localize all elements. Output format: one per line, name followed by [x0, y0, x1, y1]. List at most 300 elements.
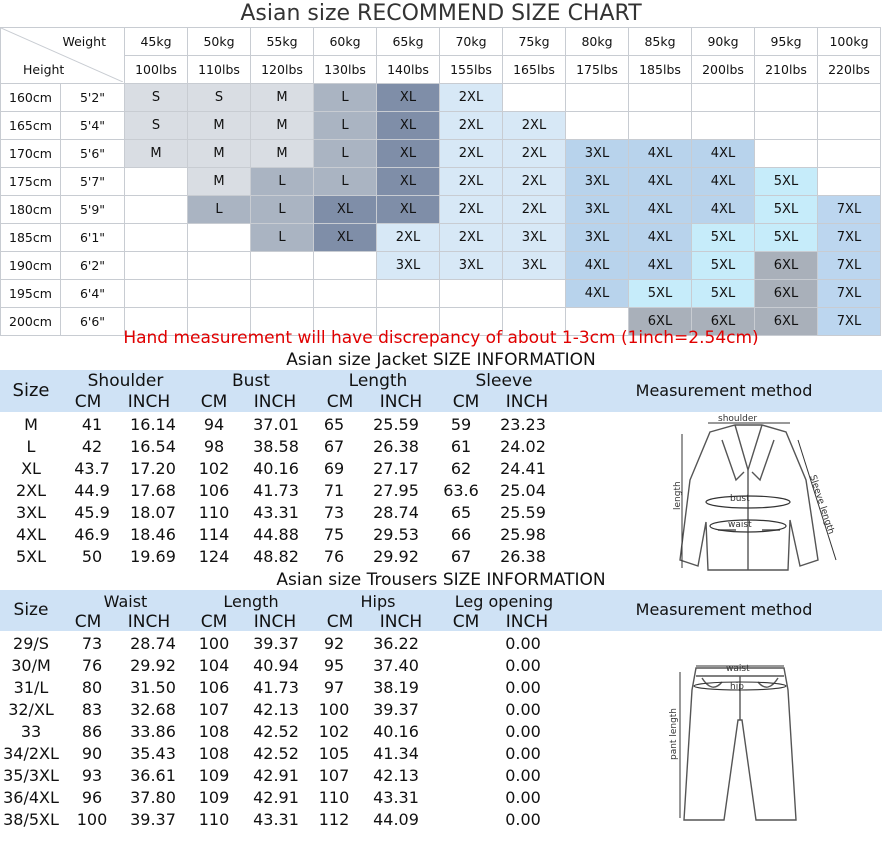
measurement-cell: 28.74: [373, 502, 419, 522]
table-row: [0, 676, 556, 698]
measurement-cell: 110: [198, 809, 230, 829]
size-cell: 6XL: [629, 308, 692, 336]
size-cell: XL: [377, 140, 440, 168]
trousers-diagram-hip: hip: [730, 682, 744, 692]
measurement-cell: 73: [323, 502, 345, 522]
measurement-cell: 16.54: [130, 436, 176, 456]
measurement-cell: 65: [450, 502, 472, 522]
trousers-inch-unit: INCH: [505, 612, 549, 632]
jacket-cm-unit: CM: [326, 392, 354, 412]
size-cell: S: [125, 112, 188, 140]
weight-kg-header: 90kg: [692, 28, 755, 56]
weight-kg-header: 60kg: [314, 28, 377, 56]
size-cell: 2XL: [377, 224, 440, 252]
measurement-cell: 24.41: [500, 458, 546, 478]
measurement-cell: 42.13: [253, 699, 299, 719]
size-cell: 2XL: [440, 112, 503, 140]
size-cell: [440, 280, 503, 308]
measurement-cell: 17.20: [130, 458, 176, 478]
size-cell: M: [251, 140, 314, 168]
weight-height-corner: [1, 28, 125, 84]
size-cell: 4XL: [692, 196, 755, 224]
size-label-cell: 38/5XL: [3, 809, 59, 829]
measurement-cell: 107: [318, 765, 350, 785]
measurement-cell: 98: [203, 436, 225, 456]
weight-lbs-header: 185lbs: [629, 56, 692, 84]
size-label-cell: L: [26, 436, 36, 456]
recommend-size-table: [0, 27, 881, 336]
measurement-cell: 73: [81, 633, 103, 653]
measurement-cell: 31.50: [130, 677, 176, 697]
trousers-diagram: [660, 660, 820, 830]
trousers-leg-opening-header: Leg opening: [454, 592, 554, 611]
height-cm-cell: 195cm: [1, 280, 61, 308]
size-cell: [188, 252, 251, 280]
size-label-cell: 3XL: [15, 502, 47, 522]
size-cell: [188, 224, 251, 252]
measurement-cell: 93: [81, 765, 103, 785]
height-inch-cell: 5'7": [61, 168, 125, 196]
size-cell: 5XL: [692, 252, 755, 280]
height-cm-cell: 170cm: [1, 140, 61, 168]
measurement-cell: 25.04: [500, 480, 546, 500]
weight-kg-header: 70kg: [440, 28, 503, 56]
table-row: [1, 196, 881, 224]
measurement-cell: 42: [81, 436, 103, 456]
table-row: [0, 786, 556, 808]
weight-kg-header: 55kg: [251, 28, 314, 56]
height-cm-cell: 185cm: [1, 224, 61, 252]
size-cell: [314, 280, 377, 308]
measurement-cell: 65: [323, 414, 345, 434]
measurement-cell: 96: [81, 787, 103, 807]
size-cell: [503, 280, 566, 308]
measurement-cell: 38.19: [373, 677, 419, 697]
measurement-cell: [432, 632, 490, 654]
size-cell: [755, 112, 818, 140]
trousers-cm-unit: CM: [326, 612, 354, 632]
table-row: [0, 654, 556, 676]
measurement-cell: 59: [450, 414, 472, 434]
size-cell: 4XL: [566, 252, 629, 280]
measurement-cell: 44.9: [74, 480, 110, 500]
jacket-section-title: Asian size Jacket SIZE INFORMATION: [286, 350, 596, 370]
height-inch-cell: 5'9": [61, 196, 125, 224]
measurement-cell: 44.88: [253, 524, 299, 544]
size-label-cell: 5XL: [15, 546, 47, 566]
measurement-cell: 41.73: [253, 480, 299, 500]
jacket-method-label: Measurement method: [635, 381, 813, 400]
measurement-cell: 0.00: [505, 787, 541, 807]
weight-kg-row: [1, 28, 881, 56]
size-cell: 4XL: [692, 140, 755, 168]
measurement-cell: 110: [198, 502, 230, 522]
weight-lbs-header: 200lbs: [692, 56, 755, 84]
measurement-cell: 23.23: [500, 414, 546, 434]
size-cell: [818, 84, 881, 112]
size-cell: 5XL: [755, 196, 818, 224]
measurement-cell: 42.91: [253, 765, 299, 785]
table-row: [1, 168, 881, 196]
size-cell: 2XL: [440, 140, 503, 168]
size-cell: S: [125, 84, 188, 112]
weight-lbs-header: 220lbs: [818, 56, 881, 84]
height-cm-cell: 175cm: [1, 168, 61, 196]
measurement-cell: 107: [198, 699, 230, 719]
size-cell: L: [314, 140, 377, 168]
size-cell: 6XL: [755, 252, 818, 280]
size-cell: XL: [377, 84, 440, 112]
jacket-size-table: [0, 413, 556, 567]
measurement-cell: 43.31: [253, 809, 299, 829]
measurement-cell: 39.37: [373, 699, 419, 719]
measurement-cell: 27.95: [373, 480, 419, 500]
weight-lbs-header: 100lbs: [125, 56, 188, 84]
measurement-cell: 19.69: [130, 546, 176, 566]
table-row: [0, 764, 556, 786]
size-cell: [818, 168, 881, 196]
weight-lbs-header: 155lbs: [440, 56, 503, 84]
size-cell: 4XL: [629, 252, 692, 280]
measurement-cell: 71: [323, 480, 345, 500]
size-cell: XL: [314, 196, 377, 224]
measurement-cell: 100: [76, 809, 108, 829]
jacket-inch-unit: INCH: [379, 392, 423, 412]
size-cell: 4XL: [629, 168, 692, 196]
jacket-shoulder-header: Shoulder: [87, 371, 164, 391]
size-cell: M: [251, 84, 314, 112]
height-inch-cell: 5'4": [61, 112, 125, 140]
size-label-cell: 35/3XL: [3, 765, 59, 785]
measurement-cell: 29.53: [373, 524, 419, 544]
jacket-size-header: Size: [12, 380, 50, 401]
measurement-cell: [432, 676, 490, 698]
measurement-cell: 50: [81, 546, 103, 566]
measurement-cell: [432, 720, 490, 742]
trousers-section-title: Asian size Trousers SIZE INFORMATION: [276, 570, 606, 590]
size-cell: [125, 252, 188, 280]
trousers-length-header: Length: [223, 592, 279, 611]
table-row: [1, 140, 881, 168]
measurement-cell: 43.7: [74, 458, 110, 478]
jacket-cm-unit: CM: [200, 392, 228, 412]
table-row: [0, 501, 556, 523]
size-cell: L: [188, 196, 251, 224]
measurement-cell: 29.92: [130, 655, 176, 675]
measurement-cell: 80: [81, 677, 103, 697]
size-cell: [692, 84, 755, 112]
measurement-cell: [432, 786, 490, 808]
trousers-hips-header: Hips: [360, 592, 396, 611]
weight-lbs-header: 210lbs: [755, 56, 818, 84]
measurement-cell: 106: [198, 480, 230, 500]
table-row: [1, 252, 881, 280]
size-cell: XL: [377, 112, 440, 140]
measurement-cell: 0.00: [505, 765, 541, 785]
measurement-cell: 63.6: [443, 480, 479, 500]
measurement-note: Hand measurement will have discrepancy of about 1-3cm (1inch=2.54cm): [123, 328, 759, 348]
measurement-cell: 28.74: [130, 633, 176, 653]
measurement-cell: 0.00: [505, 699, 541, 719]
measurement-cell: 102: [198, 458, 230, 478]
size-cell: 3XL: [503, 224, 566, 252]
table-row: [0, 742, 556, 764]
size-cell: [566, 84, 629, 112]
measurement-cell: 41.34: [373, 743, 419, 763]
table-row: [0, 720, 556, 742]
table-row: [1, 280, 881, 308]
weight-lbs-header: 120lbs: [251, 56, 314, 84]
measurement-cell: 16.14: [130, 414, 176, 434]
measurement-cell: 39.37: [253, 633, 299, 653]
measurement-cell: 25.98: [500, 524, 546, 544]
size-cell: 5XL: [629, 280, 692, 308]
measurement-cell: 62: [450, 458, 472, 478]
size-cell: [818, 140, 881, 168]
jacket-bust-header: Bust: [232, 371, 270, 391]
trousers-header: [0, 590, 882, 631]
measurement-cell: 61: [450, 436, 472, 456]
size-cell: [314, 252, 377, 280]
size-cell: L: [314, 112, 377, 140]
size-cell: [125, 196, 188, 224]
measurement-cell: 76: [81, 655, 103, 675]
measurement-cell: [432, 654, 490, 676]
size-cell: [503, 84, 566, 112]
measurement-cell: 24.02: [500, 436, 546, 456]
measurement-cell: 39.37: [130, 809, 176, 829]
size-label-cell: 34/2XL: [3, 743, 59, 763]
size-cell: 4XL: [566, 280, 629, 308]
measurement-cell: 29.92: [373, 546, 419, 566]
measurement-cell: 26.38: [373, 436, 419, 456]
size-cell: 5XL: [755, 224, 818, 252]
weight-kg-header: 85kg: [629, 28, 692, 56]
table-row: [0, 523, 556, 545]
size-cell: [629, 84, 692, 112]
size-label-cell: 31/L: [13, 677, 49, 697]
measurement-cell: 94: [203, 414, 225, 434]
measurement-cell: 37.01: [253, 414, 299, 434]
height-cm-cell: 190cm: [1, 252, 61, 280]
measurement-cell: 0.00: [505, 721, 541, 741]
height-cm-cell: 165cm: [1, 112, 61, 140]
trousers-inch-unit: INCH: [379, 612, 423, 632]
weight-kg-header: 80kg: [566, 28, 629, 56]
height-inch-cell: 6'6": [61, 308, 125, 336]
trousers-cm-unit: CM: [74, 612, 102, 632]
height-inch-cell: 5'6": [61, 140, 125, 168]
measurement-cell: 108: [198, 721, 230, 741]
size-cell: 3XL: [566, 168, 629, 196]
measurement-cell: 43.31: [253, 502, 299, 522]
height-cm-cell: 180cm: [1, 196, 61, 224]
measurement-cell: 44.09: [373, 809, 419, 829]
measurement-cell: 42.52: [253, 743, 299, 763]
weight-lbs-header: 110lbs: [188, 56, 251, 84]
size-cell: [755, 140, 818, 168]
height-inch-cell: 6'2": [61, 252, 125, 280]
measurement-cell: 124: [198, 546, 230, 566]
size-cell: S: [188, 84, 251, 112]
jacket-inch-unit: INCH: [253, 392, 297, 412]
table-row: [1, 224, 881, 252]
measurement-cell: [432, 764, 490, 786]
measurement-cell: 32.68: [130, 699, 176, 719]
jacket-cm-unit: CM: [74, 392, 102, 412]
measurement-cell: 102: [318, 721, 350, 741]
weight-kg-header: 50kg: [188, 28, 251, 56]
size-cell: M: [188, 140, 251, 168]
size-cell: 6XL: [755, 308, 818, 336]
measurement-cell: 0.00: [505, 677, 541, 697]
measurement-cell: 25.59: [373, 414, 419, 434]
size-cell: M: [188, 112, 251, 140]
weight-lbs-header: 175lbs: [566, 56, 629, 84]
size-cell: 4XL: [692, 168, 755, 196]
size-cell: [377, 280, 440, 308]
jacket-diagram-length: length: [673, 481, 683, 510]
trousers-cm-unit: CM: [200, 612, 228, 632]
height-label: Height: [23, 62, 65, 77]
weight-label: Weight: [62, 34, 106, 49]
measurement-cell: 108: [198, 743, 230, 763]
size-cell: [755, 84, 818, 112]
size-cell: [629, 112, 692, 140]
size-cell: 3XL: [566, 140, 629, 168]
measurement-cell: 66: [450, 524, 472, 544]
measurement-cell: 92: [323, 633, 345, 653]
size-cell: [566, 112, 629, 140]
jacket-cm-unit: CM: [452, 392, 480, 412]
measurement-cell: 38.58: [253, 436, 299, 456]
size-cell: [188, 280, 251, 308]
size-cell: 2XL: [440, 196, 503, 224]
weight-kg-header: 65kg: [377, 28, 440, 56]
table-row: [1, 84, 881, 112]
weight-lbs-header: 165lbs: [503, 56, 566, 84]
measurement-cell: 100: [198, 633, 230, 653]
measurement-cell: 69: [323, 458, 345, 478]
jacket-diagram-waist: waist: [728, 520, 752, 530]
weight-kg-header: 100kg: [818, 28, 881, 56]
size-cell: L: [251, 168, 314, 196]
size-cell: 3XL: [440, 252, 503, 280]
measurement-cell: 40.16: [373, 721, 419, 741]
measurement-cell: 48.82: [253, 546, 299, 566]
size-cell: 2XL: [440, 224, 503, 252]
size-cell: L: [314, 84, 377, 112]
table-row: [0, 632, 556, 654]
table-row: [0, 479, 556, 501]
measurement-cell: 42.13: [373, 765, 419, 785]
size-cell: L: [251, 196, 314, 224]
size-cell: 2XL: [503, 196, 566, 224]
measurement-cell: 42.52: [253, 721, 299, 741]
size-cell: L: [314, 168, 377, 196]
table-row: [1, 112, 881, 140]
measurement-cell: 25.59: [500, 502, 546, 522]
trousers-inch-unit: INCH: [127, 612, 171, 632]
measurement-cell: 83: [81, 699, 103, 719]
size-cell: 4XL: [629, 140, 692, 168]
size-cell: 3XL: [377, 252, 440, 280]
size-cell: M: [125, 140, 188, 168]
measurement-cell: 86: [81, 721, 103, 741]
trousers-size-table: [0, 632, 556, 830]
jacket-diagram: [640, 410, 850, 580]
jacket-diagram-bust: bust: [730, 494, 750, 504]
height-cm-cell: 200cm: [1, 308, 61, 336]
size-cell: 2XL: [503, 140, 566, 168]
weight-lbs-header: 130lbs: [314, 56, 377, 84]
height-inch-cell: 6'4": [61, 280, 125, 308]
measurement-cell: 105: [318, 743, 350, 763]
measurement-cell: 40.94: [253, 655, 299, 675]
weight-lbs-row: [1, 56, 881, 84]
size-cell: 3XL: [566, 196, 629, 224]
size-label-cell: 36/4XL: [3, 787, 59, 807]
trousers-inch-unit: INCH: [253, 612, 297, 632]
measurement-cell: 46.9: [74, 524, 110, 544]
size-cell: XL: [377, 196, 440, 224]
size-cell: [125, 280, 188, 308]
size-cell: 7XL: [818, 224, 881, 252]
size-cell: [125, 168, 188, 196]
trousers-cm-unit: CM: [452, 612, 480, 632]
measurement-cell: 37.80: [130, 787, 176, 807]
measurement-cell: 33.86: [130, 721, 176, 741]
size-cell: XL: [377, 168, 440, 196]
size-label-cell: 30/M: [11, 655, 51, 675]
measurement-cell: 0.00: [505, 655, 541, 675]
measurement-cell: 76: [323, 546, 345, 566]
measurement-cell: 114: [198, 524, 230, 544]
measurement-cell: 97: [323, 677, 345, 697]
jacket-header: [0, 370, 882, 412]
size-cell: 2XL: [440, 84, 503, 112]
size-cell: 2XL: [503, 112, 566, 140]
height-inch-cell: 5'2": [61, 84, 125, 112]
size-cell: M: [251, 112, 314, 140]
trousers-diagram-waist: waist: [726, 664, 750, 674]
jacket-diagram-sleeve: Sleeve length: [807, 473, 836, 536]
size-cell: 4XL: [629, 224, 692, 252]
trousers-waist-header: Waist: [103, 592, 148, 611]
table-row: [0, 413, 556, 435]
size-cell: 2XL: [440, 168, 503, 196]
measurement-cell: 18.46: [130, 524, 176, 544]
size-cell: L: [251, 224, 314, 252]
measurement-cell: 18.07: [130, 502, 176, 522]
trousers-size-header: Size: [13, 600, 49, 620]
jacket-length-header: Length: [348, 371, 408, 391]
measurement-cell: 41.73: [253, 677, 299, 697]
size-cell: 5XL: [692, 224, 755, 252]
size-label-cell: M: [24, 414, 38, 434]
measurement-cell: 37.40: [373, 655, 419, 675]
measurement-cell: 109: [198, 787, 230, 807]
measurement-cell: [432, 742, 490, 764]
height-cm-cell: 160cm: [1, 84, 61, 112]
size-cell: 6XL: [692, 308, 755, 336]
measurement-cell: 109: [198, 765, 230, 785]
jacket-inch-unit: INCH: [505, 392, 549, 412]
measurement-cell: 75: [323, 524, 345, 544]
measurement-cell: 17.68: [130, 480, 176, 500]
jacket-inch-unit: INCH: [127, 392, 171, 412]
measurement-cell: 0.00: [505, 743, 541, 763]
